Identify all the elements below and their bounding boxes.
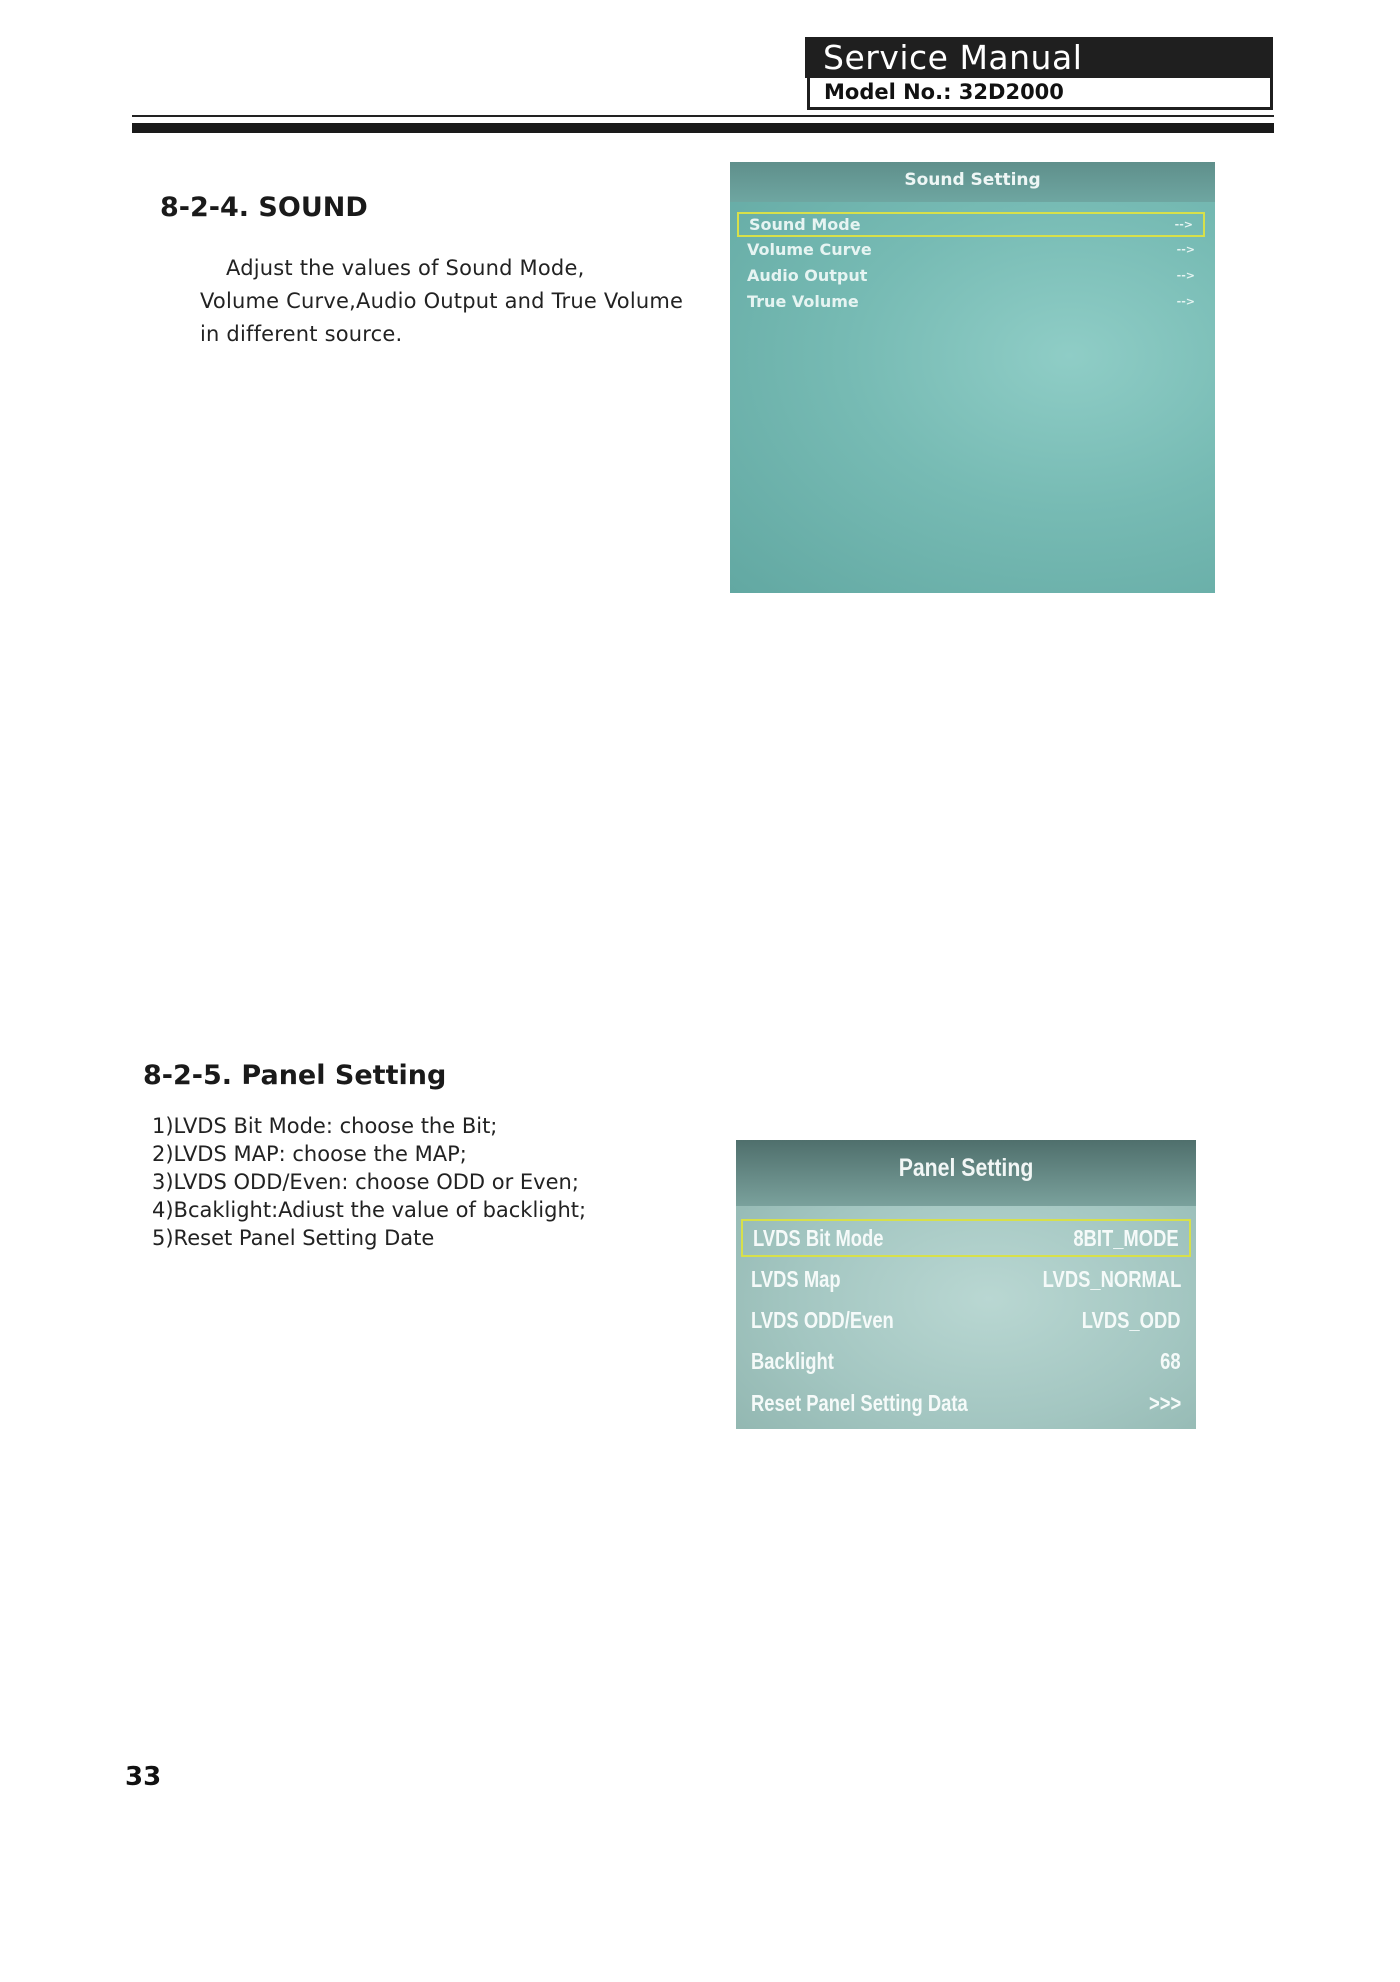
osd-item-label: Volume Curve xyxy=(747,240,872,259)
osd-item-value: 8BIT_MODE xyxy=(1073,1225,1179,1251)
osd-item-arrow: --> xyxy=(1174,218,1193,231)
header-rule-thin xyxy=(132,115,1274,117)
osd-menu-item xyxy=(737,263,1205,288)
header-rule-thick xyxy=(132,123,1274,133)
manual-title: Service Manual xyxy=(805,37,1273,78)
osd-menu-item xyxy=(741,1301,1191,1339)
osd-item-value: LVDS_ODD xyxy=(1082,1307,1181,1333)
sound-text-line: in different source. xyxy=(200,322,403,346)
panel-list-item: 1)LVDS Bit Mode: choose the Bit; xyxy=(152,1114,498,1138)
osd-title: Panel Setting xyxy=(898,1154,1034,1182)
osd-item-label: Backlight xyxy=(751,1348,834,1374)
sound-text-line: Adjust the values of Sound Mode, xyxy=(226,256,585,280)
osd-item-value: >>> xyxy=(1148,1390,1181,1416)
panel-list-item: 3)LVDS ODD/Even: choose ODD or Even; xyxy=(152,1170,579,1194)
osd-item-label: Reset Panel Setting Data xyxy=(751,1390,968,1416)
sound-text-line: Volume Curve,Audio Output and True Volume xyxy=(200,289,684,313)
osd-item-label: True Volume xyxy=(747,292,859,311)
panel-list-item: 4)Bcaklight:Adiust the value of backlight; xyxy=(152,1198,587,1222)
osd-menu-item xyxy=(741,1260,1191,1298)
osd-menu-item xyxy=(741,1384,1191,1422)
panel-list-item: 5)Reset Panel Setting Date xyxy=(152,1226,435,1250)
panel-section-list xyxy=(152,1112,586,1252)
panel-setting-screenshot xyxy=(736,1140,1196,1429)
sound-section-text xyxy=(200,252,700,351)
osd-item-label: Sound Mode xyxy=(749,215,861,234)
osd-item-arrow: --> xyxy=(1176,269,1195,282)
osd-menu-item-selected xyxy=(741,1219,1191,1257)
osd-item-label: LVDS Bit Mode xyxy=(753,1225,884,1251)
osd-menu-item xyxy=(741,1342,1191,1380)
sound-setting-screenshot xyxy=(730,162,1215,593)
osd-item-arrow: --> xyxy=(1176,295,1195,308)
osd-item-label: LVDS Map xyxy=(751,1266,841,1292)
osd-item-value: LVDS_NORMAL xyxy=(1042,1266,1181,1292)
model-number: Model No.: 32D2000 xyxy=(807,78,1273,110)
osd-menu-item xyxy=(737,289,1205,314)
osd-item-label: Audio Output xyxy=(747,266,868,285)
osd-menu-item-selected xyxy=(737,212,1205,237)
osd-item-arrow: --> xyxy=(1176,243,1195,256)
osd-menu-item xyxy=(737,237,1205,262)
sound-section-heading: 8-2-4. SOUND xyxy=(160,192,368,223)
osd-title: Sound Setting xyxy=(904,170,1041,190)
osd-item-label: LVDS ODD/Even xyxy=(751,1307,894,1333)
panel-section-heading: 8-2-5. Panel Setting xyxy=(143,1060,447,1091)
osd-item-value: 68 xyxy=(1160,1348,1181,1374)
panel-list-item: 2)LVDS MAP: choose the MAP; xyxy=(152,1142,467,1166)
page-number: 33 xyxy=(125,1762,162,1792)
